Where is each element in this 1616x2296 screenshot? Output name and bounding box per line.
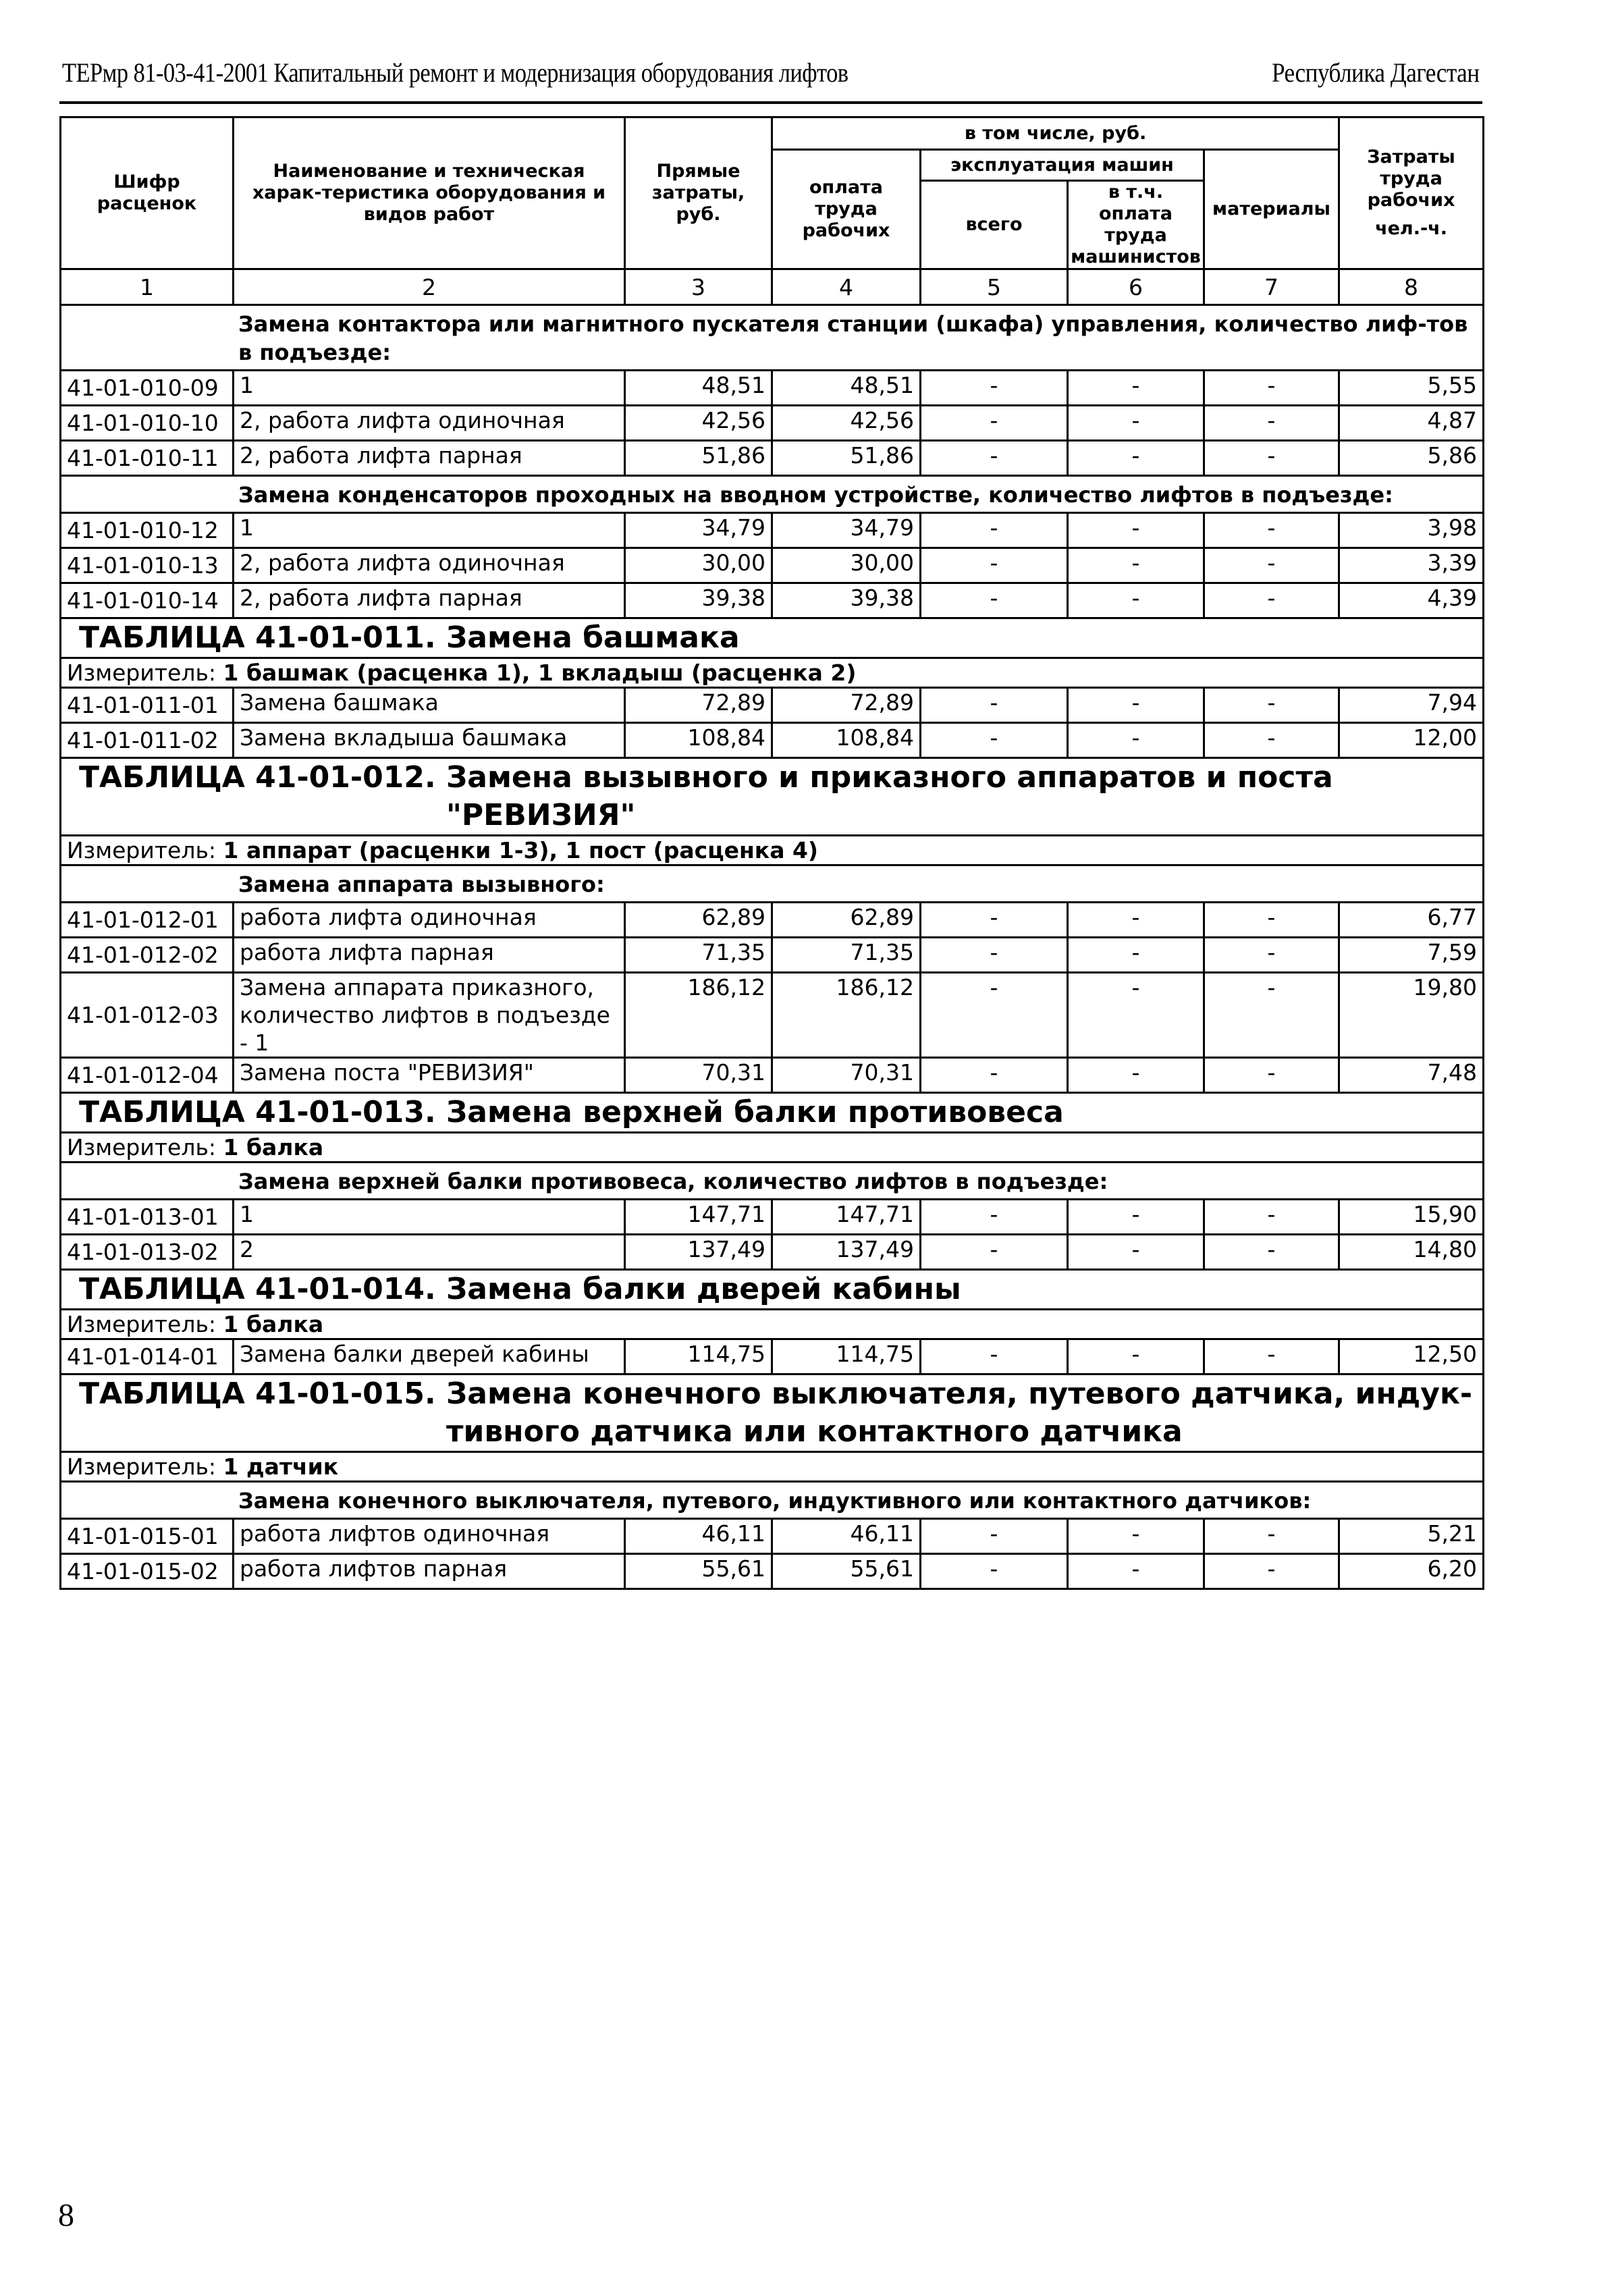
machinist-pay: - xyxy=(1068,938,1204,973)
labor-hours: 5,55 xyxy=(1339,371,1484,406)
meter-label: Измеритель: xyxy=(67,1311,217,1337)
machine-total: - xyxy=(921,1058,1068,1093)
header-total: всего xyxy=(921,181,1068,269)
direct-cost: 39,38 xyxy=(625,583,772,618)
materials-cost: - xyxy=(1204,723,1339,758)
machine-total: - xyxy=(921,1519,1068,1554)
machinist-pay: - xyxy=(1068,406,1204,441)
meter-label: Измеритель: xyxy=(67,1453,217,1480)
materials-cost: - xyxy=(1204,441,1339,476)
column-number: 1 xyxy=(61,269,234,305)
machine-total: - xyxy=(921,1235,1068,1270)
column-number: 6 xyxy=(1068,269,1204,305)
meter-label: Измеритель: xyxy=(67,837,217,863)
rate-code: 41-01-010-09 xyxy=(61,371,234,406)
header-machine: эксплуатация машин xyxy=(921,150,1204,181)
labor-pay: 114,75 xyxy=(772,1339,921,1374)
materials-cost: - xyxy=(1204,1554,1339,1589)
table-title-row xyxy=(61,1270,1484,1310)
materials-cost: - xyxy=(1204,1200,1339,1235)
group-heading-row xyxy=(61,305,1484,371)
table-title-text xyxy=(67,1094,1477,1131)
labor-pay: 71,35 xyxy=(772,938,921,973)
table-row xyxy=(61,513,1484,548)
work-name: 2 xyxy=(234,1235,625,1270)
rate-code: 41-01-014-01 xyxy=(61,1339,234,1374)
rate-code: 41-01-011-02 xyxy=(61,723,234,758)
work-name: Замена башмака xyxy=(234,688,625,723)
rate-code: 41-01-015-01 xyxy=(61,1519,234,1554)
table-name: Замена башмака xyxy=(446,620,740,655)
labor-hours: 15,90 xyxy=(1339,1200,1484,1235)
table-title-text xyxy=(67,1375,1477,1451)
header-direct: Прямые затраты, руб. xyxy=(625,117,772,269)
materials-cost: - xyxy=(1204,548,1339,583)
labor-pay: 30,00 xyxy=(772,548,921,583)
labor-hours: 12,50 xyxy=(1339,1339,1484,1374)
rate-code: 41-01-012-01 xyxy=(61,903,234,938)
header-labor-unit: чел.-ч. xyxy=(1375,218,1447,239)
work-name: Замена вкладыша башмака xyxy=(234,723,625,758)
table-title-row xyxy=(61,758,1484,836)
meter-label: Измеритель: xyxy=(67,660,217,686)
meter xyxy=(61,1310,1484,1339)
table-row xyxy=(61,723,1484,758)
table-number: ТАБЛИЦА 41-01-014. xyxy=(79,1272,436,1306)
region-name: Республика Дагестан xyxy=(1272,57,1480,88)
direct-cost: 147,71 xyxy=(625,1200,772,1235)
direct-cost: 55,61 xyxy=(625,1554,772,1589)
table-row xyxy=(61,938,1484,973)
labor-pay: 137,49 xyxy=(772,1235,921,1270)
machine-total: - xyxy=(921,583,1068,618)
rate-code: 41-01-013-01 xyxy=(61,1200,234,1235)
price-table xyxy=(59,116,1484,1590)
group-heading: Замена контактора или магнитного пускателя станции (шкафа) управления, количество лиф-тов в подъезде: xyxy=(61,305,1484,371)
machinist-pay: - xyxy=(1068,1235,1204,1270)
work-name: работа лифтов парная xyxy=(234,1554,625,1589)
machinist-pay: - xyxy=(1068,371,1204,406)
machine-total: - xyxy=(921,406,1068,441)
machinist-pay: - xyxy=(1068,1058,1204,1093)
table-title xyxy=(61,758,1484,836)
machine-total: - xyxy=(921,371,1068,406)
machinist-pay: - xyxy=(1068,1519,1204,1554)
work-name: Замена аппарата приказного, количество лифтов в подъезде - 1 xyxy=(234,973,625,1058)
machine-total: - xyxy=(921,1554,1068,1589)
materials-cost: - xyxy=(1204,1339,1339,1374)
work-name: Замена балки дверей кабины xyxy=(234,1339,625,1374)
meter xyxy=(61,1452,1484,1482)
meter-row xyxy=(61,1310,1484,1339)
machinist-pay: - xyxy=(1068,723,1204,758)
machinist-pay: - xyxy=(1068,1200,1204,1235)
rate-code: 41-01-013-02 xyxy=(61,1235,234,1270)
direct-cost: 30,00 xyxy=(625,548,772,583)
table-name: Замена балки дверей кабины xyxy=(446,1272,961,1306)
column-number: 7 xyxy=(1204,269,1339,305)
direct-cost: 46,11 xyxy=(625,1519,772,1554)
meter-row xyxy=(61,658,1484,688)
table-number: ТАБЛИЦА 41-01-015. xyxy=(79,1377,436,1411)
table-row xyxy=(61,1058,1484,1093)
machine-total: - xyxy=(921,723,1068,758)
machinist-pay: - xyxy=(1068,1339,1204,1374)
labor-pay: 42,56 xyxy=(772,406,921,441)
machinist-pay: - xyxy=(1068,583,1204,618)
header-labor-cost-label: Затраты труда рабочих xyxy=(1367,146,1455,211)
direct-cost: 51,86 xyxy=(625,441,772,476)
meter xyxy=(61,836,1484,865)
group-heading-row xyxy=(61,476,1484,513)
column-number: 4 xyxy=(772,269,921,305)
header-materials: материалы xyxy=(1204,150,1339,269)
labor-pay: 108,84 xyxy=(772,723,921,758)
materials-cost: - xyxy=(1204,938,1339,973)
header-labor: оплата труда рабочих xyxy=(772,150,921,269)
machine-total: - xyxy=(921,548,1068,583)
column-numbers-row xyxy=(61,269,1484,305)
rate-code: 41-01-011-01 xyxy=(61,688,234,723)
machinist-pay: - xyxy=(1068,441,1204,476)
direct-cost: 108,84 xyxy=(625,723,772,758)
table-row xyxy=(61,371,1484,406)
group-heading: Замена конденсаторов проходных на вводном устройстве, количество лифтов в подъезде: xyxy=(61,476,1484,513)
rate-code: 41-01-010-11 xyxy=(61,441,234,476)
materials-cost: - xyxy=(1204,973,1339,1058)
meter-value: 1 балка xyxy=(223,1134,324,1160)
group-heading: Замена аппарата вызывного: xyxy=(61,865,1484,903)
labor-pay: 46,11 xyxy=(772,1519,921,1554)
labor-pay: 72,89 xyxy=(772,688,921,723)
machinist-pay: - xyxy=(1068,688,1204,723)
table-row xyxy=(61,973,1484,1058)
work-name: 2, работа лифта одиночная xyxy=(234,406,625,441)
table-row xyxy=(61,1235,1484,1270)
table-number: ТАБЛИЦА 41-01-013. xyxy=(79,1095,436,1129)
materials-cost: - xyxy=(1204,583,1339,618)
meter-value: 1 аппарат (расценки 1-3), 1 пост (расценка 4) xyxy=(223,837,818,863)
machine-total: - xyxy=(921,1339,1068,1374)
table-number: ТАБЛИЦА 41-01-011. xyxy=(79,620,436,655)
table-name: Замена вызывного и приказного аппаратов и поста "РЕВИЗИЯ" xyxy=(446,760,1333,832)
table-row xyxy=(61,688,1484,723)
group-heading: Замена верхней балки противовеса, количество лифтов в подъезде: xyxy=(61,1163,1484,1200)
table-title-text xyxy=(67,1271,1477,1308)
table-title-row xyxy=(61,618,1484,658)
machine-total: - xyxy=(921,688,1068,723)
machine-total: - xyxy=(921,903,1068,938)
column-number: 3 xyxy=(625,269,772,305)
labor-pay: 70,31 xyxy=(772,1058,921,1093)
table-name: Замена конечного выключателя, путевого датчика, индук-тивного датчика или контактного датчика xyxy=(446,1377,1473,1449)
work-name: работа лифта одиночная xyxy=(234,903,625,938)
meter-value: 1 башмак (расценка 1), 1 вкладыш (расценка 2) xyxy=(223,660,857,686)
labor-pay: 34,79 xyxy=(772,513,921,548)
table-row xyxy=(61,548,1484,583)
direct-cost: 34,79 xyxy=(625,513,772,548)
group-heading-row xyxy=(61,1482,1484,1519)
machine-total: - xyxy=(921,1200,1068,1235)
machinist-pay: - xyxy=(1068,513,1204,548)
labor-hours: 4,39 xyxy=(1339,583,1484,618)
materials-cost: - xyxy=(1204,371,1339,406)
materials-cost: - xyxy=(1204,1058,1339,1093)
labor-hours: 6,77 xyxy=(1339,903,1484,938)
labor-pay: 39,38 xyxy=(772,583,921,618)
header-machinist: в т.ч. оплата труда машинистов xyxy=(1068,181,1204,269)
table-title-text xyxy=(67,759,1477,834)
direct-cost: 62,89 xyxy=(625,903,772,938)
machinist-pay: - xyxy=(1068,903,1204,938)
work-name: 1 xyxy=(234,513,625,548)
labor-hours: 7,94 xyxy=(1339,688,1484,723)
labor-pay: 62,89 xyxy=(772,903,921,938)
machinist-pay: - xyxy=(1068,548,1204,583)
column-number: 5 xyxy=(921,269,1068,305)
group-heading-row xyxy=(61,1163,1484,1200)
labor-pay: 147,71 xyxy=(772,1200,921,1235)
table-row xyxy=(61,1339,1484,1374)
page-number: 8 xyxy=(58,2197,74,2233)
machine-total: - xyxy=(921,513,1068,548)
labor-pay: 186,12 xyxy=(772,973,921,1058)
work-name: 1 xyxy=(234,1200,625,1235)
direct-cost: 137,49 xyxy=(625,1235,772,1270)
column-number: 2 xyxy=(234,269,625,305)
labor-hours: 3,39 xyxy=(1339,548,1484,583)
labor-pay: 51,86 xyxy=(772,441,921,476)
meter-row xyxy=(61,836,1484,865)
table-row xyxy=(61,441,1484,476)
table-row xyxy=(61,1554,1484,1589)
header-name: Наименование и техническая харак-теристика оборудования и видов работ xyxy=(234,117,625,269)
direct-cost: 71,35 xyxy=(625,938,772,973)
table-name: Замена верхней балки противовеса xyxy=(446,1095,1064,1129)
meter-row xyxy=(61,1133,1484,1163)
materials-cost: - xyxy=(1204,406,1339,441)
materials-cost: - xyxy=(1204,1519,1339,1554)
machinist-pay: - xyxy=(1068,973,1204,1058)
header-code: Шифр расценок xyxy=(61,117,234,269)
column-number: 8 xyxy=(1339,269,1484,305)
table-title xyxy=(61,1374,1484,1452)
meter xyxy=(61,658,1484,688)
work-name: 2, работа лифта парная xyxy=(234,583,625,618)
table-row xyxy=(61,1519,1484,1554)
direct-cost: 72,89 xyxy=(625,688,772,723)
table-header xyxy=(61,117,1484,305)
labor-hours: 19,80 xyxy=(1339,973,1484,1058)
table-row xyxy=(61,903,1484,938)
work-name: 2, работа лифта одиночная xyxy=(234,548,625,583)
labor-hours: 4,87 xyxy=(1339,406,1484,441)
materials-cost: - xyxy=(1204,688,1339,723)
group-heading: Замена конечного выключателя, путевого, индуктивного или контактного датчиков: xyxy=(61,1482,1484,1519)
direct-cost: 186,12 xyxy=(625,973,772,1058)
table-title-row xyxy=(61,1374,1484,1452)
header-incl: в том числе, руб. xyxy=(772,117,1339,150)
rate-code: 41-01-010-10 xyxy=(61,406,234,441)
meter-value: 1 датчик xyxy=(223,1453,339,1480)
page-header xyxy=(59,51,1482,104)
machinist-pay: - xyxy=(1068,1554,1204,1589)
work-name: 1 xyxy=(234,371,625,406)
machine-total: - xyxy=(921,938,1068,973)
direct-cost: 70,31 xyxy=(625,1058,772,1093)
materials-cost: - xyxy=(1204,513,1339,548)
table-body xyxy=(61,305,1484,1589)
labor-hours: 5,86 xyxy=(1339,441,1484,476)
meter-value: 1 балка xyxy=(223,1311,324,1337)
direct-cost: 48,51 xyxy=(625,371,772,406)
machine-total: - xyxy=(921,441,1068,476)
table-row xyxy=(61,406,1484,441)
table-row xyxy=(61,1200,1484,1235)
rate-code: 41-01-010-12 xyxy=(61,513,234,548)
rate-code: 41-01-012-04 xyxy=(61,1058,234,1093)
labor-pay: 48,51 xyxy=(772,371,921,406)
rate-code: 41-01-012-02 xyxy=(61,938,234,973)
labor-hours: 6,20 xyxy=(1339,1554,1484,1589)
labor-hours: 7,59 xyxy=(1339,938,1484,973)
labor-hours: 5,21 xyxy=(1339,1519,1484,1554)
meter-label: Измеритель: xyxy=(67,1134,217,1160)
work-name: работа лифта парная xyxy=(234,938,625,973)
labor-hours: 12,00 xyxy=(1339,723,1484,758)
labor-hours: 7,48 xyxy=(1339,1058,1484,1093)
labor-hours: 14,80 xyxy=(1339,1235,1484,1270)
header-labor-cost xyxy=(1339,117,1484,269)
table-title xyxy=(61,618,1484,658)
rate-code: 41-01-010-13 xyxy=(61,548,234,583)
table-title xyxy=(61,1270,1484,1310)
meter-row xyxy=(61,1452,1484,1482)
direct-cost: 114,75 xyxy=(625,1339,772,1374)
table-row xyxy=(61,583,1484,618)
group-heading-row xyxy=(61,865,1484,903)
rate-code: 41-01-012-03 xyxy=(61,973,234,1058)
table-title xyxy=(61,1093,1484,1133)
materials-cost: - xyxy=(1204,1235,1339,1270)
table-title-text xyxy=(67,619,1477,657)
labor-hours: 3,98 xyxy=(1339,513,1484,548)
work-name: Замена поста "РЕВИЗИЯ" xyxy=(234,1058,625,1093)
document-title: ТЕРмр 81-03-41-2001 Капитальный ремонт и модернизация оборудования лифтов xyxy=(62,57,849,88)
direct-cost: 42,56 xyxy=(625,406,772,441)
labor-pay: 55,61 xyxy=(772,1554,921,1589)
table-number: ТАБЛИЦА 41-01-012. xyxy=(79,760,436,795)
work-name: 2, работа лифта парная xyxy=(234,441,625,476)
rate-code: 41-01-015-02 xyxy=(61,1554,234,1589)
work-name: работа лифтов одиночная xyxy=(234,1519,625,1554)
table-title-row xyxy=(61,1093,1484,1133)
meter xyxy=(61,1133,1484,1163)
materials-cost: - xyxy=(1204,903,1339,938)
machine-total: - xyxy=(921,973,1068,1058)
rate-code: 41-01-010-14 xyxy=(61,583,234,618)
